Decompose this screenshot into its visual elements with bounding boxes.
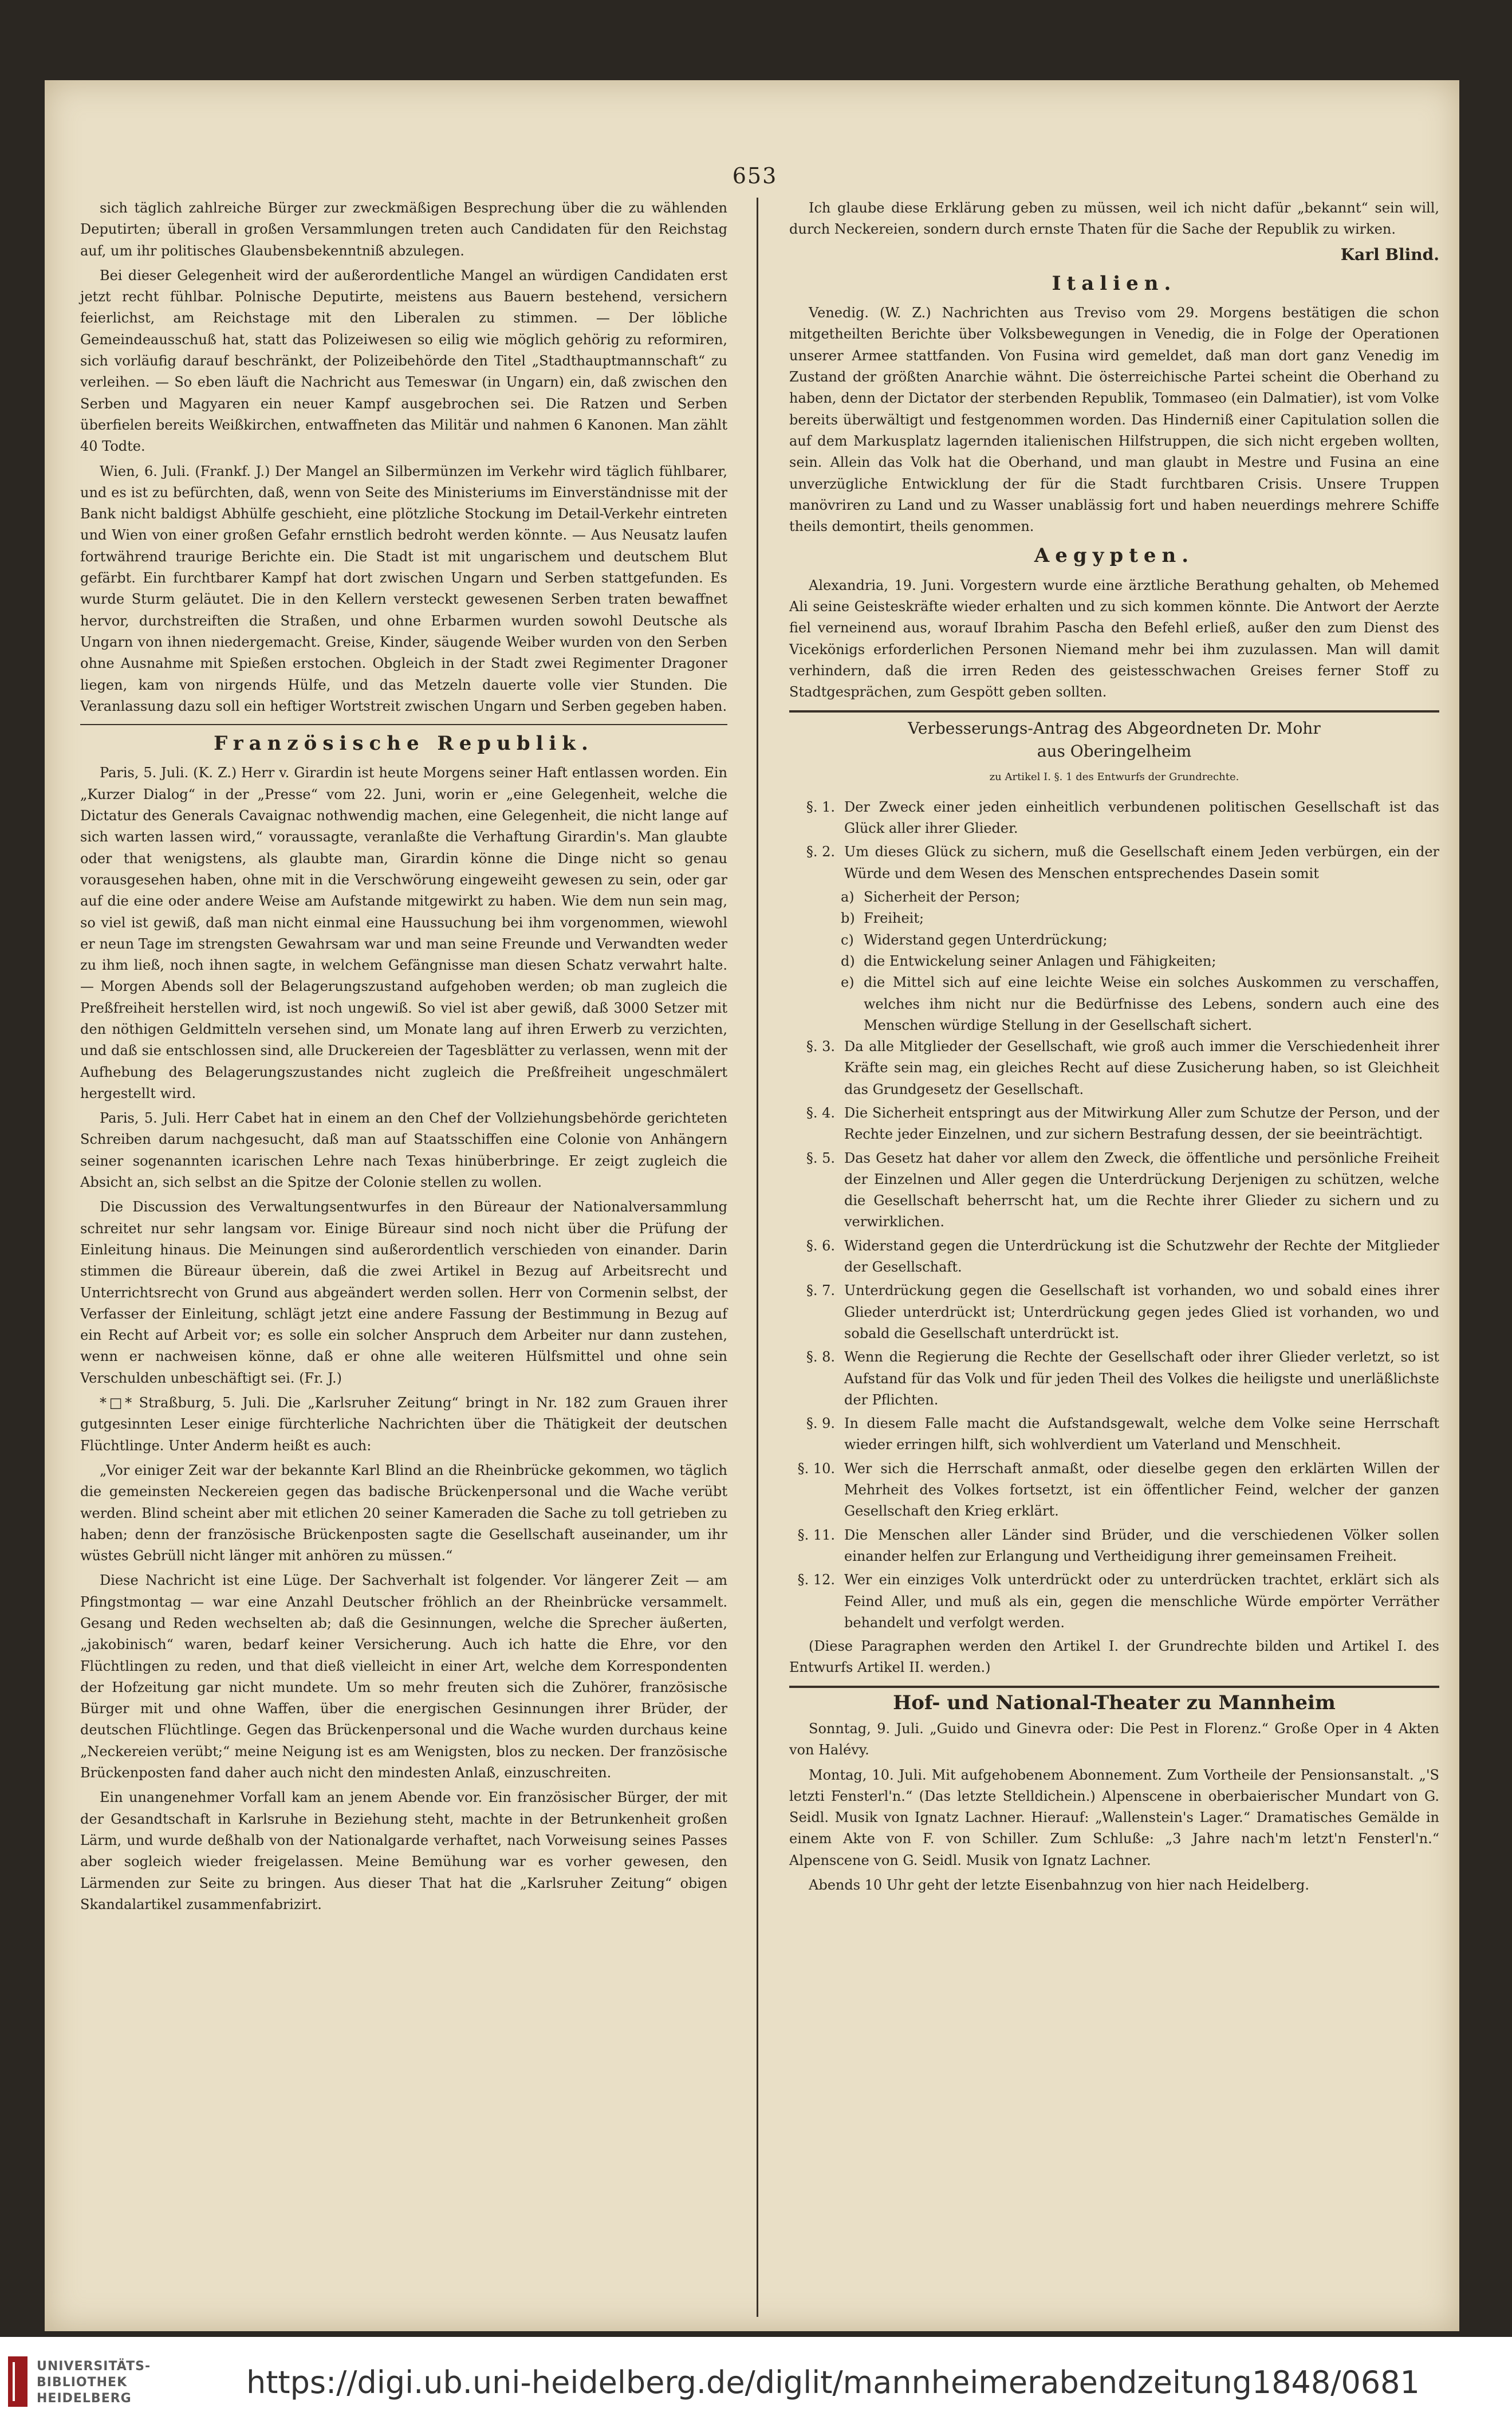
article-strasbourg: *□* Straßburg, 5. Juli. Die „Karlsruher Zeitung“ bringt in Nr. 182 zum Grauen ihrer gutgesinnten Leser einige fürchterliche Nachrichten über die Thätigkeit der deutschen Flüchtlinge. Unter Anderm heißt es auch:: [80, 1395, 727, 1454]
article-paragraph: Ich glaube diese Erklärung geben zu müssen, weil ich nicht dafür „bekannt“ sein will, durch Neckereien, sondern durch ernste Thaten für die Sache der Republik zu wirken.: [789, 200, 1439, 238]
amendment-paragraph: [789, 1413, 1439, 1456]
subitem-label: e): [841, 974, 855, 991]
amendment-subitem: [841, 972, 1439, 1036]
article-paris-2: Paris, 5. Juli. Herr Cabet hat in einem an den Chef der Vollziehungsbehörde gerichteten Schreiben darum nachgesucht, daß man auf Staatsschiffen eine Colonie von Anhängern seiner sogenannten icarischen Lehre nach Texas hinüberbringe. Er zeigt zugleich die Absicht an, sich selbst an die Spitze der Colonie stellen zu wollen.: [80, 1110, 727, 1191]
paragraph-text: Wenn die Regierung die Rechte der Gesellschaft oder ihrer Glieder verletzt, so ist Aufstand für das Volk und für jeden Theil des Volkes die heiligste und unerläßlichste der Pflichten.: [844, 1349, 1439, 1408]
theatre-entry: Sonntag, 9. Juli. „Guido und Ginevra oder: Die Pest in Florenz.“ Große Oper in 4 Akten von Halévy.: [789, 1721, 1439, 1758]
amendment-note: (Diese Paragraphen werden den Artikel I. der Grundrechte bilden und Artikel I. des Entwurfs Artikel II. werden.): [789, 1638, 1439, 1676]
paragraph-number: §. 10.: [797, 1460, 835, 1477]
section-rule: [789, 1686, 1439, 1688]
amendment-subtitle: zu Artikel I. §. 1 des Entwurfs der Grundrechte.: [989, 770, 1239, 783]
paragraph-number: §. 5.: [806, 1150, 835, 1166]
amendment-paragraph: [789, 1347, 1439, 1411]
amendment-paragraph: [789, 1148, 1439, 1233]
article-quote: „Vor einiger Zeit war der bekannte Karl Blind an die Rheinbrücke gekommen, wo täglich die gemeinsten Neckereien gegen das badische Brückenpersonal und die Wache verübt werden. Blind scheint aber mit etlichen 20 seiner Kameraden die Sache zu toll getrieben zu haben; denn der französische Brückenposten sagte die Gesellschaft auseinander, um ihr wüstes Gebrüll nicht länger mit anhören zu müssen.“: [80, 1462, 727, 1564]
library-logo-text: [37, 2359, 151, 2407]
section-heading-egypt: Aegypten.: [1034, 544, 1195, 568]
paragraph-text: Der Zweck einer jeden einheitlich verbundenen politischen Gesellschaft ist das Glück aller ihrer Glieder.: [844, 798, 1439, 837]
article-paris-1: Paris, 5. Juli. (K. Z.) Herr v. Girardin ist heute Morgens seiner Haft entlassen worden. Ein „Kurzer Dialog“ in der „Presse“ vom 22. Juni, worin er „eine Gelegenheit, welche die Dictatur des Generals Cavaignac nothwendig machen, eine Gelegenheit, die nicht lange auf sich warten lassen wird,“ voraussagte, veranlaßte die Verhaftung Girardin's. Man glaubte oder that wenigstens, als glaubte man, Girardin könne die Dinge nicht so genau vorausgesehen haben, ohne mit in die Verschwörung eingeweiht gewesen zu sein, oder gar auf die eine oder andere Weise am Aufstande mitgewirkt zu haben. Wie dem nun sein mag, so viel ist gewiß, daß man nicht einmal eine Haussuchung bei ihm vorgenommen, wiewohl er neun Tage im strengsten Gewahrsam war und man seine Freunde und Verwandten weder zu ihm ließ, noch ihnen sagte, in welchem Gefängnisse man diesen Schatz verwahrt halte. — Morgen Abends soll der Belagerungszustand aufgehoben werden; ob man zugleich die Preßfreiheit herstellen wird, ist noch ungewiß. So viel ist aber gewiß, daß 3000 Setzer mit den nöthigen Geldmitteln versehen sind, um Monate lang auf ihren Erwerb zu verzichten, und daß sie entschlossen sind, alle Druckereien der Tagesblätter zu verlassen, wenn mit der Aufhebung des Belagerungszustandes nicht zugleich die Preßfreiheit ungeschmälert hergestellt wird.: [80, 765, 727, 1101]
paragraph-number: §. 3.: [806, 1038, 835, 1055]
paragraph-number: §. 4.: [806, 1104, 835, 1121]
subitem-label: a): [841, 889, 855, 906]
paragraph-text: Widerstand gegen die Unterdrückung ist die Schutzwehr der Rechte der Mitglieder der Gesellschaft.: [844, 1237, 1439, 1276]
amendment-paragraph: [789, 1103, 1439, 1146]
paragraph-number: §. 2.: [806, 844, 835, 860]
section-heading-france: Französische Republik.: [214, 732, 594, 755]
paragraph-number: §. 7.: [806, 1282, 835, 1299]
paragraph-text: Unterdrückung gegen die Gesellschaft ist vorhanden, wo und sobald eines ihrer Glieder unterdrückt ist; Unterdrückung gegen jedes Glied ist vorhanden, wo und sobald die Gesellschaft unterdrückt ist.: [844, 1282, 1439, 1341]
library-logo-icon: [8, 2356, 27, 2407]
library-footer: [0, 2337, 1512, 2432]
paragraph-number: §. 12.: [797, 1572, 835, 1588]
column-divider: [757, 198, 758, 2317]
article-venice: Venedig. (W. Z.) Nachrichten aus Treviso vom 29. Morgens bestätigen die schon mitgetheilten Berichte über Volksbewegungen in Venedig, die in Folge der Operationen unserer Armee stattfanden. Von Fusina wird gemeldet, daß man dort ganz Venedig im Zustand der größten Anarchie wähnt. Die österreichische Partei scheint die Oberhand zu haben, denn der Dictator der sterbenden Republik, Tommaseo (ein Dalmatier), ist vom Volke bereits überwältigt und festgenommen worden. Das Hinderniß einer Capitulation sollen die auf dem Markusplatz lagernden italienischen Hilfstruppen, die sich nicht ergeben wollten, sein. Allein das Volk hat die Oberhand, und man glaubt in Mestre und Fusina an eine unverzügliche Entwicklung der für die Stadt furchtbaren Crisis. Unsere Truppen manövriren zu Land und zu Wasser unablässig fort und haben neuerdings mehrere Schiffe theils demontirt, theils genommen.: [789, 305, 1439, 535]
amendment-paragraph: [789, 797, 1439, 840]
paragraph-text: Wer ein einziges Volk unterdrückt oder zu unterdrücken trachtet, erklärt sich als Feind Aller, und muß als ein, gegen die menschliche Würde empörter Verräther behandelt und verfolgt werden.: [844, 1572, 1439, 1631]
article-paragraph: Bei dieser Gelegenheit wird der außerordentliche Mangel an würdigen Candidaten erst jetzt recht fühlbar. Polnische Deputirte, meistens aus Bauern bestehend, versichern feierlichst, am Reichstage mit den Liberalen zu stimmen. — Der löbliche Gemeindeausschuß hat, statt das Polizeiwesen so eilig wie möglich gehörig zu reformiren, sich vorläufig darauf beschränkt, der Polizeibehörde den Titel „Stadthauptmannschaft“ zu verleihen. — So eben läuft die Nachricht aus Temeswar (in Ungarn) ein, daß zwischen den Serben und Magyaren ein neuer Kampf ausgebrochen sei. Die Ratzen und Serben überfielen bereits Weißkirchen, entwaffneten das Militär und nahmen 6 Kanonen. Man zählt 40 Todte.: [80, 267, 727, 455]
logo-line: HEIDELBERG: [37, 2391, 132, 2406]
paragraph-text: Das Gesetz hat daher vor allem den Zweck, die öffentliche und persönliche Freiheit der Einzelnen und Aller gegen die Unterdrückung Derjenigen zu schützen, welche die Gesellschaft beherrscht hat, um die Rechte ihrer Glieder zu sichern und zu verwirklichen.: [844, 1150, 1439, 1230]
article-paragraph: Diese Nachricht ist eine Lüge. Der Sachverhalt ist folgender. Vor längerer Zeit — am Pfingstmontag — war eine Anzahl Deutscher fröhlich an der Rheinbrücke versammelt. Gesang und Reden wechselten ab; daß die Gesinnungen, welche die Sprecher äußerten, „jakobinisch“ waren, bedarf keiner Versicherung. Auch ich hatte die Ehre, vor den Flüchtlingen zu reden, und that dieß vielleicht in einer Art, welche dem Korrespondenten der Hofzeitung gar nicht mundete. Um so mehr freuten sich die Zuhörer, französische Bürger mit und ohne Waffen, über die energischen Gesinnungen ihrer Brüder, der deutschen Flüchtlinge. Gegen das Brückenpersonal und die Wache wurden durchaus keine „Neckereien verübt;“ meine Neigung ist es am Wenigsten, blos zu necken. Der französische Brückenposten fand daher auch nicht den mindesten Anlaß, einzuschreiten.: [80, 1572, 727, 1781]
signature: Karl Blind.: [1340, 245, 1439, 264]
article-alexandria: Alexandria, 19. Juni. Vorgestern wurde eine ärztliche Berathung gehalten, ob Mehemed Ali seine Geisteskräfte wieder erhalten und zu sich kommen könnte. Die Antwort der Aerzte fiel verneinend aus, worauf Ibrahim Pascha den Befehl erließ, außer den zum Dienst des Vicekönigs erforderlichen Personen Niemand mehr bei ihm zuzulassen. Man will damit verhindern, daß die irren Reden des geistesschwachen Greises ferner Stoff zu Stadtgesprächen, zum Gespött geben sollten.: [789, 577, 1439, 701]
article-paragraph: sich täglich zahlreiche Bürger zur zweckmäßigen Besprechung über die zu wählenden Deputirten; überall in großen Versammlungen treten auch Candidaten für den Reichstag auf, um ihr politisches Glaubensbekenntniß abzulegen.: [80, 200, 727, 259]
amendment-paragraph: [789, 1280, 1439, 1344]
subitem-text: die Entwickelung seiner Anlagen und Fähigkeiten;: [864, 953, 1216, 969]
article-vienna: Wien, 6. Juli. (Frankf. J.) Der Mangel an Silbermünzen im Verkehr wird täglich fühlbarer, und es ist zu befürchten, daß, wenn von Seite des Ministeriums im Einverständnisse mit der Bank nicht baldigst Abhülfe geschieht, eine plötzliche Stockung im Detail-Verkehr eintreten und Wien von einer großen Gefahr ernstlich bedroht werden könnte. — Aus Neusatz laufen fortwährend traurige Berichte ein. Die Stadt ist mit ungarischem und deutschem Blut gefärbt. Ein furchtbarer Kampf hat dort zwischen Ungarn und Serben stattgefunden. Es wurde Sturm geläutet. Die in den Kellern versteckt gewesenen Serben traten bewaffnet hervor, durchstreiften die Straßen, und ohne Erbarmen wurden sowohl Deutsche als Ungarn von ihnen niedergemacht. Greise, Kinder, säugende Weiber wurden von den Serben ohne Ausnahme mit Spießen erstochen. Obgleich in der Stadt zwei Regimenter Dragoner liegen, kam von nirgends Hülfe, und das Metzeln dauerte volle vier Stunden. Die Veranlassung dazu soll ein heftiger Wortstreit zwischen Ungarn und Serben gegeben haben.: [80, 463, 727, 714]
subitem-text: Sicherheit der Person;: [864, 889, 1021, 906]
amendment-subitem: [841, 951, 1439, 972]
theatre-note: Abends 10 Uhr geht der letzte Eisenbahnzug von hier nach Heidelberg.: [809, 1877, 1309, 1894]
paragraph-number: §. 8.: [806, 1349, 835, 1365]
section-rule: [80, 724, 727, 725]
subitem-label: d): [841, 953, 855, 969]
amendment-paragraph: [789, 1525, 1439, 1568]
subitem-text: Widerstand gegen Unterdrückung;: [864, 931, 1108, 948]
source-url[interactable]: https://digi.ub.uni-heidelberg.de/diglit/mannheimerabendzeitung1848/0681: [246, 2364, 1420, 2400]
article-paragraph: Die Discussion des Verwaltungsentwurfes in den Büreaur der Nationalversammlung schreitet nur sehr langsam vor. Einige Büreaur sind noch nicht über die Prüfung der Einleitung hinaus. Die Meinungen sind außerordentlich verschieden von einander. Darin stimmen die Büreaur überein, daß die zwei Artikel in Bezug auf Arbeitsrecht und Unterrichtsrecht von Grund aus abgeändert werden sollen. Herr von Cormenin selbst, der Verfasser der Einleitung, schlägt jetzt eine andere Fassung der Bestimmung in Bezug auf ein Recht auf Arbeit vor; es solle ein solcher Anspruch dem Arbeiter nur dann zustehen, wenn er nachweisen könne, daß er ohne alle weiteren Hülfsmittel und ohne sein Verschulden unbeschäftigt sei. (Fr. J.): [80, 1199, 727, 1386]
subitem-label: c): [841, 931, 854, 948]
article-paragraph: Ein unangenehmer Vorfall kam an jenem Abende vor. Ein französischer Bürger, der mit der Gesandtschaft in Karlsruhe in Beziehung steht, machte in der Betrunkenheit großen Lärm, und wurde deßhalb von der Nationalgarde verhaftet, nach Vorweisung seines Passes aber sogleich wieder freigelassen. Meine Bemühung war es vorher gewesen, den Lärmenden zur Seite zu bringen. Aus dieser That hat die „Karlsruher Zeitung“ obigen Skandalartikel zusammenfabrizirt.: [80, 1789, 727, 1912]
amendment-title: Verbesserungs-Antrag des Abgeordneten Dr. Mohr: [908, 718, 1321, 738]
paragraph-text: Die Menschen aller Länder sind Brüder, und die verschiedenen Völker sollen einander helfen zur Erlangung und Vertheidigung ihrer gemeinsamen Freiheit.: [844, 1526, 1439, 1564]
page-number: 653: [732, 163, 778, 188]
paragraph-number: §. 9.: [806, 1415, 835, 1432]
subitem-text: Freiheit;: [864, 910, 924, 927]
newspaper-page: [45, 80, 1459, 2331]
theatre-entry: Montag, 10. Juli. Mit aufgehobenem Abonnement. Zum Vortheile der Pensionsanstalt. „'S letzti Fensterl'n.“ (Das letzte Stelldichein.) Alpenscene in oberbaierischer Mundart von G. Seidl. Musik von Ignatz Lachner. Hierauf: „Wallenstein's Lager.“ Dramatisches Gemälde in einem Akte von F. von Schiller. Zum Schluße: „3 Jahre nach'm letzt'n Fensterl'n.“ Alpenscene von G. Seidl. Musik von Ignatz Lachner.: [789, 1766, 1439, 1868]
amendment-paragraph: [789, 1036, 1439, 1100]
amendment-subitem: [841, 930, 1439, 951]
paragraph-text: Wer sich die Herrschaft anmaßt, oder dieselbe gegen den erklärten Willen der Mehrheit des Volkes fortsetzt, ist ein öffentlicher Feind, welcher der ganzen Gesellschaft den Krieg erklärt.: [844, 1460, 1439, 1520]
subitem-label: b): [841, 910, 855, 927]
left-column: [80, 198, 727, 1919]
amendment-subitem: [841, 887, 1439, 908]
paragraph-text: Da alle Mitglieder der Gesellschaft, wie groß auch immer die Verschiedenheit ihrer Kräfte sein mag, ein gleiches Recht auf diese Zusicherung haben, so ist Gleichheit das Grundgesetz der Gesellschaft.: [844, 1038, 1439, 1097]
paragraph-number: §. 11.: [797, 1526, 835, 1543]
paragraph-text: In diesem Falle macht die Aufstandsgewalt, welche dem Volke seine Herrschaft wieder erringen hilft, sich wohlverdient um Vaterland und Menschheit.: [844, 1415, 1439, 1453]
logo-line: UNIVERSITÄTS-: [37, 2359, 151, 2374]
section-heading-italy: Italien.: [1052, 271, 1177, 295]
amendment-subitem: [841, 908, 1439, 929]
paragraph-text: Um dieses Glück zu sichern, muß die Gesellschaft einem Jeden verbürgen, ein der Würde und dem Wesen des Menschen entsprechendes Dasein somit: [844, 844, 1439, 881]
section-rule: [789, 710, 1439, 713]
logo-line: BIBLIOTHEK: [37, 2375, 128, 2390]
paragraph-text: Die Sicherheit entspringt aus der Mitwirkung Aller zum Schutze der Person, und der Rechte jeder Einzelnen, und zur sichern Bestrafung dessen, der sie beeinträchtigt.: [844, 1104, 1439, 1143]
theatre-title: Hof- und National-Theater zu Mannheim: [893, 1691, 1336, 1714]
right-column: [789, 198, 1439, 1899]
amendment-paragraph: [789, 1458, 1439, 1522]
subitem-text: die Mittel sich auf eine leichte Weise ein solches Auskommen zu verschaffen, welches ihm nicht nur die Bedürfnisse des Lebens, sondern auch eine des Menschen würdige Stellung in der Gesellschaft sichert.: [864, 974, 1439, 1033]
amendment-title-origin: aus Oberingelheim: [1037, 741, 1192, 761]
paragraph-number: §. 6.: [806, 1237, 835, 1254]
amendment-paragraph: [789, 1235, 1439, 1278]
paragraph-number: §. 1.: [806, 798, 835, 815]
amendment-paragraph: [789, 841, 1439, 884]
amendment-paragraph: [789, 1569, 1439, 1634]
